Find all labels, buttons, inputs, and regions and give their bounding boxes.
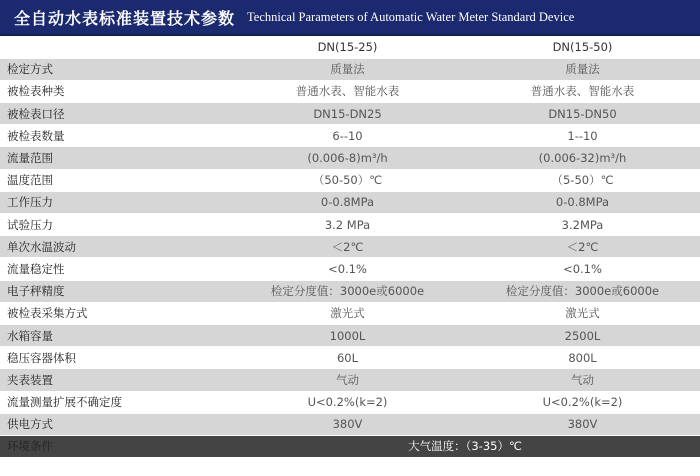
row-label: 单次水温波动 bbox=[0, 236, 230, 258]
row-label: 工作压力 bbox=[0, 191, 230, 213]
table-row bbox=[0, 125, 700, 147]
parameters-table bbox=[0, 36, 700, 458]
row-value-dn15-50: 0-0.8MPa bbox=[465, 191, 700, 213]
row-label: 被检表口径 bbox=[0, 103, 230, 125]
row-value-dn15-50: 质量法 bbox=[465, 58, 700, 80]
row-value-dn15-25: 质量法 bbox=[230, 58, 465, 80]
title-chinese: 全自动水表标准装置技术参数 bbox=[14, 8, 236, 28]
row-label: 流量稳定性 bbox=[0, 258, 230, 280]
row-value-dn15-50: DN15-DN50 bbox=[465, 103, 700, 125]
row-label: 温度范围 bbox=[0, 169, 230, 191]
table-row bbox=[0, 191, 700, 213]
row-label: 试验压力 bbox=[0, 214, 230, 236]
row-value-dn15-50: 普通水表、智能水表 bbox=[465, 80, 700, 102]
row-value-dn15-25: 检定分度值：3000e或6000e bbox=[230, 280, 465, 302]
row-value-dn15-50: (0.006-32)m³/h bbox=[465, 147, 700, 169]
row-value-dn15-25: <0.1% bbox=[230, 258, 465, 280]
row-label: 被检表采集方式 bbox=[0, 302, 230, 324]
column-header-dn15-50: DN(15-50) bbox=[465, 36, 700, 58]
row-value-dn15-50: <0.1% bbox=[465, 258, 700, 280]
row-value-dn15-50: 3.2MPa bbox=[465, 214, 700, 236]
environment-value: 大气温度：（3-35）℃ bbox=[230, 435, 700, 457]
table-row bbox=[0, 58, 700, 80]
row-label: 供电方式 bbox=[0, 413, 230, 435]
row-label: 被检表种类 bbox=[0, 80, 230, 102]
table-row bbox=[0, 391, 700, 413]
title-bar bbox=[0, 0, 700, 36]
row-value-dn15-25: (0.006-8)m³/h bbox=[230, 147, 465, 169]
row-value-dn15-25: 0-0.8MPa bbox=[230, 191, 465, 213]
table-row bbox=[0, 413, 700, 435]
row-value-dn15-25: （50-50）℃ bbox=[230, 169, 465, 191]
row-value-dn15-50: ＜2℃ bbox=[465, 236, 700, 258]
environment-row bbox=[0, 435, 700, 457]
row-label: 稳压容器体积 bbox=[0, 347, 230, 369]
table-row bbox=[0, 147, 700, 169]
column-header-empty bbox=[0, 36, 230, 58]
row-label: 检定方式 bbox=[0, 58, 230, 80]
row-label: 流量测量扩展不确定度 bbox=[0, 391, 230, 413]
table-row bbox=[0, 214, 700, 236]
table-row bbox=[0, 369, 700, 391]
environment-label: 环境条件 bbox=[0, 435, 230, 457]
row-value-dn15-50: 1--10 bbox=[465, 125, 700, 147]
row-label: 夹表装置 bbox=[0, 369, 230, 391]
table-row bbox=[0, 236, 700, 258]
row-value-dn15-50: 气动 bbox=[465, 369, 700, 391]
table-row bbox=[0, 302, 700, 324]
table-row bbox=[0, 169, 700, 191]
table-header-row bbox=[0, 36, 700, 58]
row-value-dn15-25: 1000L bbox=[230, 324, 465, 346]
row-label: 被检表数量 bbox=[0, 125, 230, 147]
row-value-dn15-25: 气动 bbox=[230, 369, 465, 391]
row-value-dn15-25: 60L bbox=[230, 347, 465, 369]
row-label: 水箱容量 bbox=[0, 324, 230, 346]
row-value-dn15-25: 6--10 bbox=[230, 125, 465, 147]
column-header-dn15-25: DN(15-25) bbox=[230, 36, 465, 58]
row-value-dn15-25: 3.2 MPa bbox=[230, 214, 465, 236]
row-value-dn15-50: U<0.2%(k=2) bbox=[465, 391, 700, 413]
row-value-dn15-50: 激光式 bbox=[465, 302, 700, 324]
row-value-dn15-25: 380V bbox=[230, 413, 465, 435]
row-value-dn15-25: 普通水表、智能水表 bbox=[230, 80, 465, 102]
row-value-dn15-50: 检定分度值：3000e或6000e bbox=[465, 280, 700, 302]
row-value-dn15-50: （5-50）℃ bbox=[465, 169, 700, 191]
row-label: 流量范围 bbox=[0, 147, 230, 169]
row-value-dn15-25: 激光式 bbox=[230, 302, 465, 324]
table-row bbox=[0, 80, 700, 102]
table-row bbox=[0, 324, 700, 346]
table-row bbox=[0, 103, 700, 125]
table-row bbox=[0, 347, 700, 369]
row-value-dn15-50: 800L bbox=[465, 347, 700, 369]
table-row bbox=[0, 280, 700, 302]
table-row bbox=[0, 258, 700, 280]
row-value-dn15-50: 2500L bbox=[465, 324, 700, 346]
row-label: 电子秤精度 bbox=[0, 280, 230, 302]
row-value-dn15-25: ＜2℃ bbox=[230, 236, 465, 258]
row-value-dn15-25: U<0.2%(k=2) bbox=[230, 391, 465, 413]
row-value-dn15-25: DN15-DN25 bbox=[230, 103, 465, 125]
row-value-dn15-50: 380V bbox=[465, 413, 700, 435]
title-english: Technical Parameters of Automatic Water Meter Standard Device bbox=[247, 9, 575, 24]
